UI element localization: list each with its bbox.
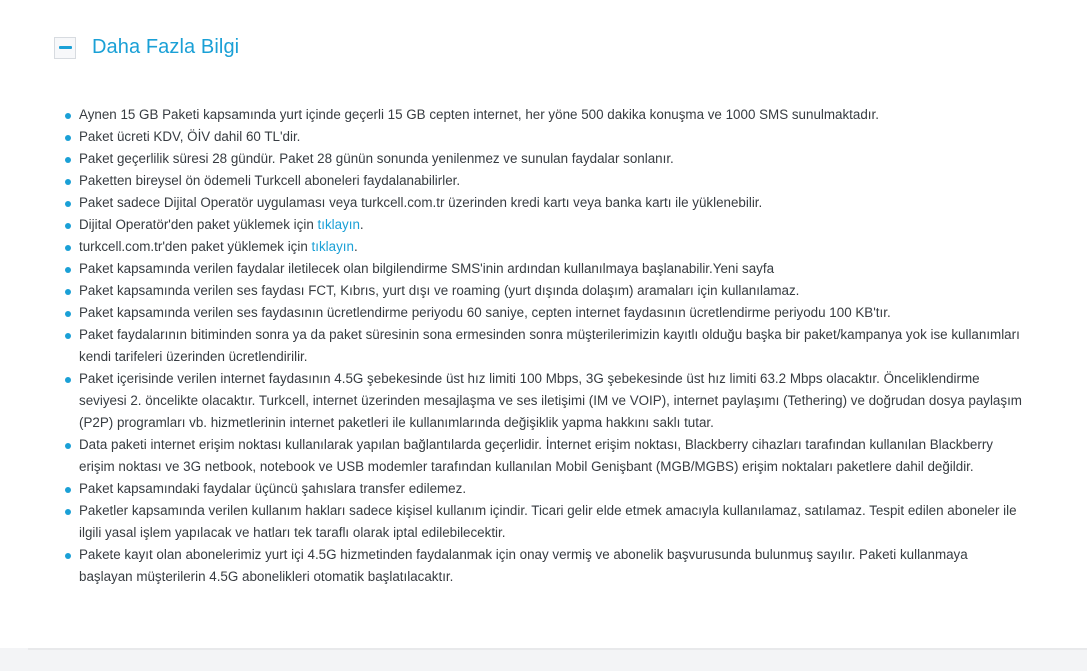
list-item: Dijital Operatör'den paket yüklemek için tıklayın.	[62, 214, 1022, 236]
list-item: Paket kapsamındaki faydalar üçüncü şahıslara transfer edilemez.	[62, 478, 1022, 500]
minus-icon	[59, 46, 72, 49]
panel-shadow	[28, 648, 1087, 650]
list-item: turkcell.com.tr'den paket yüklemek için tıklayın.	[62, 236, 1022, 258]
list-item: Paket kapsamında verilen ses faydası FCT, Kıbrıs, yurt dışı ve roaming (yurt dışında dolaşım) aramaları için kullanılamaz.	[62, 280, 1022, 302]
list-item: Paket ücreti KDV, ÖİV dahil 60 TL'dir.	[62, 126, 1022, 148]
list-item: Data paketi internet erişim noktası kullanılarak yapılan bağlantılarda geçerlidir. İnternet erişim noktası, Blackberry cihazları tarafından kullanılan Blackberry erişim noktası ve 3G netbook, notebook ve USB modemler tarafından kullanılan Mobil Genişbant (MGB/MGBS) erişim noktaları paketlere dahil değildir.	[62, 434, 1022, 478]
list-item: Paket sadece Dijital Operatör uygulaması veya turkcell.com.tr üzerinden kredi kartı veya banka kartı ile yüklenebilir.	[62, 192, 1022, 214]
list-item: Paket faydalarının bitiminden sonra ya da paket süresinin sona ermesinden sonra müşterilerimizin kayıtlı olduğu başka bir paket/kampanya yok ise kullanımları kendi tarifeleri üzerinden ücretlendirilir.	[62, 324, 1022, 368]
dijital-operator-link[interactable]: tıklayın	[317, 217, 360, 232]
info-list	[62, 104, 1022, 588]
list-item: Aynen 15 GB Paketi kapsamında yurt içinde geçerli 15 GB cepten internet, her yöne 500 dakika konuşma ve 1000 SMS sunulmaktadır.	[62, 104, 1022, 126]
list-item: Paket içerisinde verilen internet faydasının 4.5G şebekesinde üst hız limiti 100 Mbps, 3G şebekesinde üst hız limiti 63.2 Mbps olacaktır. Önceliklendirme seviyesi 2. öncelikte olacaktır. Turkcell, internet üzerinden mesajlaşma ve ses iletişimi (IM ve VOIP), internet paylaşımı (Tethering) ve doğrudan dosya paylaşım (P2P) programları vb. hizmetlerinin internet paketleri ile kullanımlarında değişiklik yapma hakkını saklı tutar.	[62, 368, 1022, 434]
section-title[interactable]: Daha Fazla Bilgi	[92, 36, 240, 58]
list-item: Pakete kayıt olan abonelerimiz yurt içi 4.5G hizmetinden faydalanmak için onay vermiş ve abonelik başvurusunda bulunmuş sayılır. Paketi kullanmaya başlayan müşterilerin 4.5G abonelikleri otomatik başlatılacaktır.	[62, 544, 1022, 588]
list-item: Paketten bireysel ön ödemeli Turkcell aboneleri faydalanabilirler.	[62, 170, 1022, 192]
accordion-header[interactable]	[54, 36, 239, 59]
list-item: Paketler kapsamında verilen kullanım hakları sadece kişisel kullanım içindir. Ticari gelir elde etmek amacıyla kullanılamaz, satılamaz. Tespit edilen aboneler ile ilgili yasal işlem yapılacak ve hatları tek taraflı olarak iptal edilebilecektir.	[62, 500, 1022, 544]
list-item: Paket geçerlilik süresi 28 gündür. Paket 28 günün sonunda yenilenmez ve sunulan faydalar sonlanır.	[62, 148, 1022, 170]
turkcell-com-tr-link[interactable]: tıklayın	[311, 239, 354, 254]
list-item: Paket kapsamında verilen ses faydasının ücretlendirme periyodu 60 saniye, cepten internet faydasının ücretlendirme periyodu 100 KB'tır.	[62, 302, 1022, 324]
list-item: Paket kapsamında verilen faydalar iletilecek olan bilgilendirme SMS'inin ardından kullanılmaya başlanabilir.Yeni sayfa	[62, 258, 1022, 280]
collapse-button[interactable]	[54, 37, 76, 59]
